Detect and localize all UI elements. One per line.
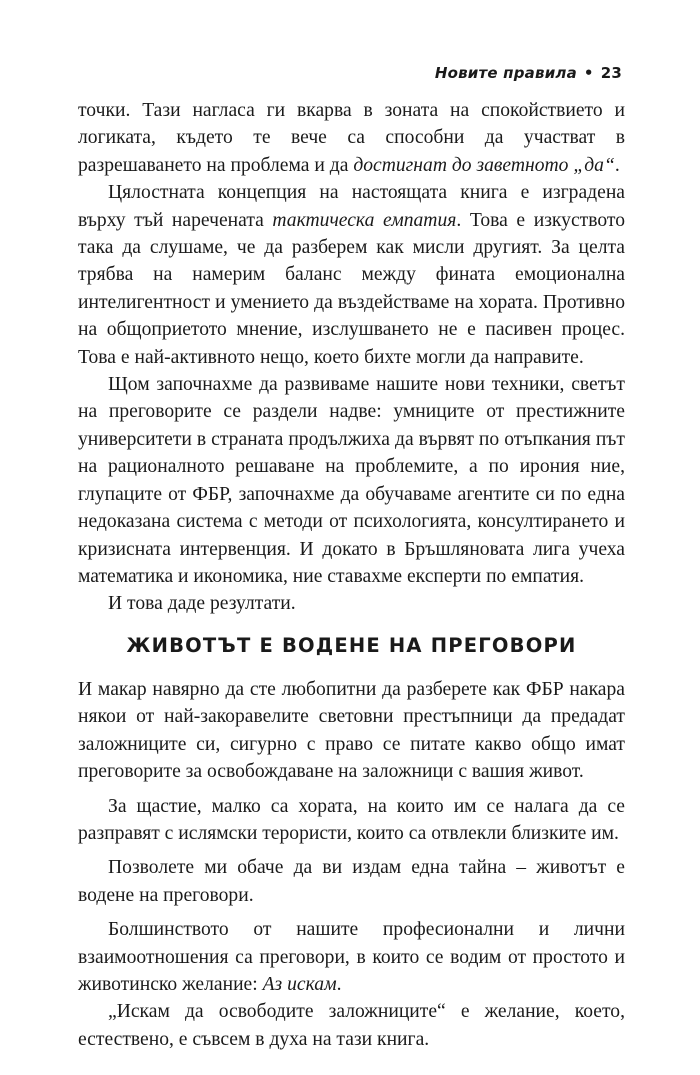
paragraph-1-text: точки. Тази нагласа ги вкарва в зоната на спокойствието и логиката, където те вече са способни да участват в разрешаването на проблема и да	[78, 100, 625, 176]
running-head	[435, 64, 622, 82]
section-heading: ЖИВОТЪТ Е ВОДЕНЕ НА ПРЕГОВОРИ	[126, 634, 577, 657]
running-title: Новите правила	[434, 64, 577, 82]
page-number: 23	[600, 64, 622, 82]
paragraph-1-text-end: .	[614, 154, 620, 176]
paragraph-4: И това даде резултати.	[108, 593, 296, 615]
paragraph-3: Щом започнахме да развиваме нашите нови техники, светът на преговорите се раздели надве: умниците от престижните университети в страната продължиха да вървят по отъпкания път на рационалното решаване на проблемите, а по ирония ние, глупаците от ФБР, започнахме да обучаваме агентите си по една недоказана система с методи от психологията, консултирането и кризисната интервенция. И докато в Бръшляновата лига учеха математика и икономика, ние ставахме експерти по емпатия.	[78, 374, 625, 587]
paragraph-2-text: Цялостната концепция на настоящата книга е изградена върху тъй наречената	[78, 182, 625, 231]
section-1-body	[78, 97, 625, 618]
paragraph-9: „Искам да освободите заложниците“ е желание, което, естествено, е съвсем в духа на тази книга.	[78, 1001, 625, 1050]
running-head-separator: •	[583, 64, 594, 82]
paragraph-1	[78, 97, 625, 179]
paragraph-8-text-end: .	[336, 974, 342, 996]
paragraph-8-italic-phrase: Аз искам	[262, 974, 337, 996]
paragraph-8-text: Болшинството от нашите професионални и лични взаимоотношения са преговори, в които се водим от простото и животинско желание:	[78, 919, 625, 996]
paragraph-2-text-end: . Това е изкуството така да слушаме, че да разберем как мисли другият. За целта трябва на намерим баланс между фината емоционална интелигентност и умението да въздействаме на хората. Противно на общоприетото мнение, изслушването не е пасивен процес. Това е най-активното нещо, което бихте могли да направите.	[78, 209, 625, 368]
paragraph-8	[78, 916, 625, 998]
paragraph-6: За щастие, малко са хората, на които им се налага да се разправят с ислямски терористи, които са отвлекли близките им.	[78, 795, 625, 845]
paragraph-7: Позволете ми обаче да ви издам една тайна – животът е водене на преговори.	[78, 857, 625, 906]
paragraph-2-italic-phrase: тактическа емпатия	[272, 209, 457, 231]
paragraph-2	[78, 179, 625, 371]
section-2-body	[78, 676, 625, 1053]
paragraph-1-italic-phrase: достигнат до заветното „да“	[353, 154, 615, 176]
paragraph-5: И макар навярно да сте любопитни да разберете как ФБР накара някои от най-закоравелите световни престъпници да предадат заложниците си, сигурно с право се питате какво общо имат преговорите за освобождаване на заложници с вашия живот.	[78, 679, 625, 783]
